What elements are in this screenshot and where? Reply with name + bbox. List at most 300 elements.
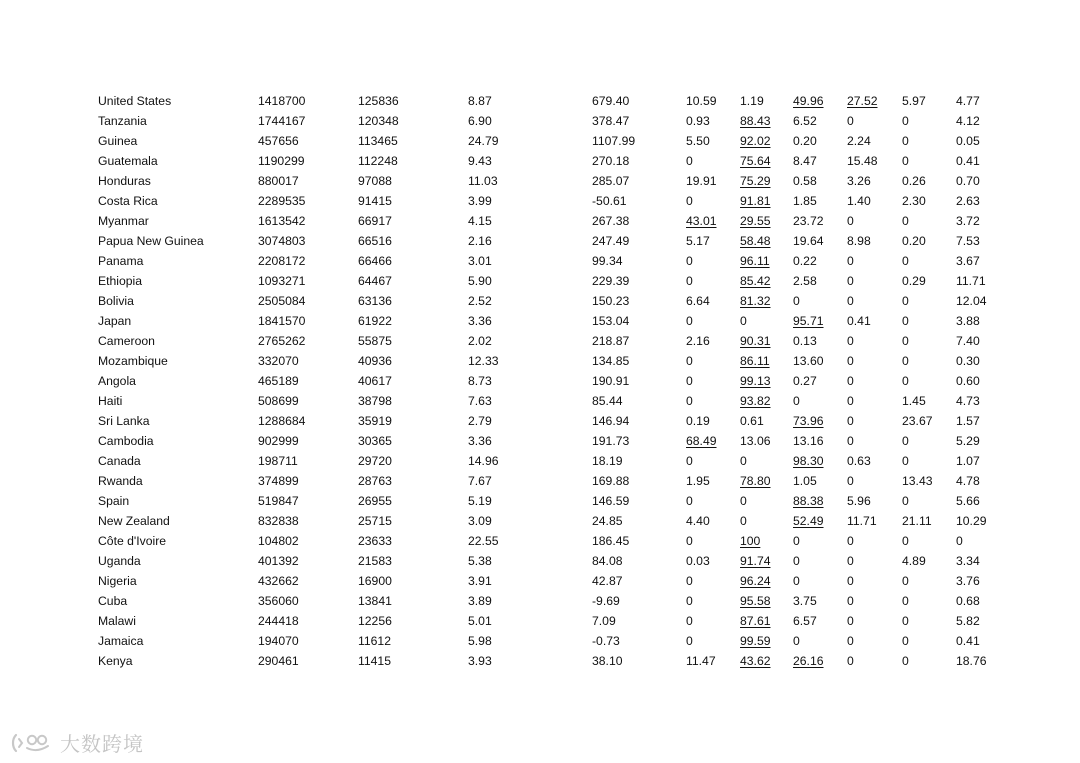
table-cell-col-9: 0 bbox=[902, 654, 909, 668]
table-cell-col-6: 1.19 bbox=[740, 94, 764, 108]
table-cell-country: Rwanda bbox=[98, 474, 143, 488]
table-row bbox=[92, 491, 992, 511]
table-cell-area: 2208172 bbox=[258, 254, 306, 268]
table-cell-country: Bolivia bbox=[98, 294, 134, 308]
table-cell-col-7: 0 bbox=[793, 634, 800, 648]
table-cell-country: Cuba bbox=[98, 594, 128, 608]
table-cell-population: 66516 bbox=[358, 234, 392, 248]
table-cell-country: Panama bbox=[98, 254, 144, 268]
table-cell-col-5: 0 bbox=[686, 374, 693, 388]
table-cell-country: Japan bbox=[98, 314, 132, 328]
table-cell-col-10: 7.53 bbox=[956, 234, 980, 248]
table-row bbox=[92, 111, 992, 131]
table-cell-col-3: 3.91 bbox=[468, 574, 492, 588]
table-cell-col-9: 5.97 bbox=[902, 94, 926, 108]
table-cell-col-3: 3.36 bbox=[468, 434, 492, 448]
table-cell-col-4: 18.19 bbox=[592, 454, 623, 468]
table-cell-col-3: 12.33 bbox=[468, 354, 499, 368]
table-cell-col-5: 10.59 bbox=[686, 94, 717, 108]
table-row bbox=[92, 331, 992, 351]
table-cell-col-7: 0 bbox=[793, 394, 800, 408]
table-cell-country: Guinea bbox=[98, 134, 138, 148]
table-cell-population: 38798 bbox=[358, 394, 392, 408]
table-cell-col-4: 1107.99 bbox=[592, 134, 636, 148]
table-cell-col-3: 7.67 bbox=[468, 474, 492, 488]
table-cell-col-5: 68.49 bbox=[686, 434, 717, 448]
table-cell-col-8: 5.96 bbox=[847, 494, 871, 508]
table-cell-col-8: 1.40 bbox=[847, 194, 871, 208]
table-cell-area: 465189 bbox=[258, 374, 299, 388]
table-cell-population: 23633 bbox=[358, 534, 392, 548]
table-cell-col-6: 0 bbox=[740, 494, 747, 508]
table-cell-col-4: 247.49 bbox=[592, 234, 630, 248]
table-cell-col-3: 8.73 bbox=[468, 374, 492, 388]
table-cell-col-5: 1.95 bbox=[686, 474, 710, 488]
table-cell-area: 1288684 bbox=[258, 414, 306, 428]
table-cell-area: 832838 bbox=[258, 514, 299, 528]
table-cell-col-9: 0 bbox=[902, 214, 909, 228]
table-cell-area: 902999 bbox=[258, 434, 299, 448]
table-cell-col-5: 0 bbox=[686, 494, 693, 508]
table-row bbox=[92, 511, 992, 531]
table-cell-col-9: 0.26 bbox=[902, 174, 926, 188]
table-cell-country: Ethiopia bbox=[98, 274, 143, 288]
table-cell-col-10: 2.63 bbox=[956, 194, 980, 208]
table-cell-col-4: -0.73 bbox=[592, 634, 620, 648]
table-cell-col-9: 0.20 bbox=[902, 234, 926, 248]
table-cell-col-5: 0 bbox=[686, 354, 693, 368]
table-cell-col-10: 1.07 bbox=[956, 454, 980, 468]
table-cell-col-8: 0 bbox=[847, 654, 854, 668]
table-cell-col-6: 58.48 bbox=[740, 234, 771, 248]
table-cell-col-7: 2.58 bbox=[793, 274, 817, 288]
table-row bbox=[92, 391, 992, 411]
table-cell-col-3: 5.98 bbox=[468, 634, 492, 648]
table-cell-col-10: 0.30 bbox=[956, 354, 980, 368]
table-cell-col-9: 0 bbox=[902, 454, 909, 468]
table-cell-col-8: 15.48 bbox=[847, 154, 878, 168]
table-row bbox=[92, 191, 992, 211]
table-cell-col-3: 2.79 bbox=[468, 414, 492, 428]
table-cell-col-10: 0.05 bbox=[956, 134, 980, 148]
table-cell-col-8: 3.26 bbox=[847, 174, 871, 188]
table-cell-col-6: 0.61 bbox=[740, 414, 764, 428]
table-cell-col-3: 11.03 bbox=[468, 174, 498, 188]
table-cell-col-4: -50.61 bbox=[592, 194, 627, 208]
table-cell-col-6: 78.80 bbox=[740, 474, 771, 488]
table-cell-col-9: 0 bbox=[902, 114, 909, 128]
table-cell-area: 356060 bbox=[258, 594, 299, 608]
table-cell-country: Myanmar bbox=[98, 214, 149, 228]
table-cell-col-9: 0 bbox=[902, 434, 909, 448]
table-cell-col-9: 0 bbox=[902, 254, 909, 268]
table-cell-country: New Zealand bbox=[98, 514, 170, 528]
table-cell-country: Haiti bbox=[98, 394, 123, 408]
table-cell-col-5: 0 bbox=[686, 534, 693, 548]
table-cell-col-4: -9.69 bbox=[592, 594, 620, 608]
table-cell-col-9: 0 bbox=[902, 634, 909, 648]
table-cell-col-6: 85.42 bbox=[740, 274, 771, 288]
table-cell-col-5: 5.17 bbox=[686, 234, 710, 248]
table-cell-col-8: 0 bbox=[847, 434, 854, 448]
table-cell-country: Honduras bbox=[98, 174, 151, 188]
table-cell-area: 1418700 bbox=[258, 94, 306, 108]
table-cell-col-8: 0 bbox=[847, 474, 854, 488]
table-cell-col-4: 24.85 bbox=[592, 514, 623, 528]
table-cell-country: Mozambique bbox=[98, 354, 168, 368]
table-cell-col-7: 13.60 bbox=[793, 354, 824, 368]
table-cell-col-5: 0.03 bbox=[686, 554, 710, 568]
table-row bbox=[92, 611, 992, 631]
table-cell-col-8: 0 bbox=[847, 394, 854, 408]
table-cell-country: Spain bbox=[98, 494, 130, 508]
table-cell-area: 1744167 bbox=[258, 114, 306, 128]
table-cell-col-7: 8.47 bbox=[793, 154, 817, 168]
table-cell-col-6: 96.11 bbox=[740, 254, 770, 268]
table-cell-col-4: 169.88 bbox=[592, 474, 630, 488]
table-row bbox=[92, 91, 992, 111]
table-cell-col-6: 100 bbox=[740, 534, 761, 548]
table-cell-population: 66917 bbox=[358, 214, 392, 228]
table-cell-population: 91415 bbox=[358, 194, 392, 208]
table-row bbox=[92, 571, 992, 591]
table-cell-col-3: 5.19 bbox=[468, 494, 492, 508]
table-cell-area: 244418 bbox=[258, 614, 299, 628]
table-cell-country: Nigeria bbox=[98, 574, 137, 588]
table-cell-col-5: 11.47 bbox=[686, 654, 716, 668]
table-cell-col-4: 186.45 bbox=[592, 534, 630, 548]
table-cell-area: 332070 bbox=[258, 354, 299, 368]
table-cell-col-3: 8.87 bbox=[468, 94, 492, 108]
table-cell-col-3: 2.52 bbox=[468, 294, 492, 308]
table-row bbox=[92, 211, 992, 231]
table-cell-col-4: 190.91 bbox=[592, 374, 630, 388]
table-cell-col-3: 3.09 bbox=[468, 514, 492, 528]
table-cell-country: Jamaica bbox=[98, 634, 144, 648]
table-cell-col-6: 13.06 bbox=[740, 434, 771, 448]
table-cell-area: 1613542 bbox=[258, 214, 306, 228]
table-cell-col-5: 0 bbox=[686, 394, 693, 408]
table-cell-col-7: 13.16 bbox=[793, 434, 824, 448]
table-cell-population: 12256 bbox=[358, 614, 392, 628]
table-cell-col-3: 7.63 bbox=[468, 394, 492, 408]
table-cell-col-10: 0.41 bbox=[956, 634, 980, 648]
table-cell-col-7: 0.20 bbox=[793, 134, 817, 148]
table-cell-country: Kenya bbox=[98, 654, 133, 668]
table-cell-country: Canada bbox=[98, 454, 141, 468]
table-cell-col-10: 0.41 bbox=[956, 154, 980, 168]
table-cell-population: 66466 bbox=[358, 254, 392, 268]
table-cell-col-10: 4.12 bbox=[956, 114, 980, 128]
table-cell-col-8: 0 bbox=[847, 614, 854, 628]
table-cell-col-6: 87.61 bbox=[740, 614, 771, 628]
table-cell-col-8: 0 bbox=[847, 274, 854, 288]
table-cell-col-7: 88.38 bbox=[793, 494, 824, 508]
table-cell-population: 26955 bbox=[358, 494, 392, 508]
table-cell-col-7: 0 bbox=[793, 534, 800, 548]
table-cell-col-7: 95.71 bbox=[793, 314, 824, 328]
table-cell-population: 63136 bbox=[358, 294, 392, 308]
table-cell-population: 120348 bbox=[358, 114, 399, 128]
table-cell-country: Papua New Guinea bbox=[98, 234, 204, 248]
table-cell-col-8: 0 bbox=[847, 374, 854, 388]
table-cell-country: Uganda bbox=[98, 554, 141, 568]
table-cell-col-5: 0.19 bbox=[686, 414, 710, 428]
table-cell-col-10: 3.72 bbox=[956, 214, 980, 228]
table-cell-col-4: 42.87 bbox=[592, 574, 623, 588]
table-cell-population: 125836 bbox=[358, 94, 399, 108]
table-cell-col-3: 22.55 bbox=[468, 534, 499, 548]
table-cell-col-3: 24.79 bbox=[468, 134, 499, 148]
table-cell-col-7: 73.96 bbox=[793, 414, 824, 428]
table-cell-col-9: 0 bbox=[902, 374, 909, 388]
table-cell-col-3: 9.43 bbox=[468, 154, 492, 168]
table-cell-col-8: 8.98 bbox=[847, 234, 871, 248]
table-cell-country: Cameroon bbox=[98, 334, 155, 348]
table-cell-country: Guatemala bbox=[98, 154, 158, 168]
table-cell-col-8: 0.63 bbox=[847, 454, 871, 468]
table-cell-col-8: 0 bbox=[847, 594, 854, 608]
table-cell-country: Angola bbox=[98, 374, 136, 388]
table-cell-col-6: 0 bbox=[740, 454, 747, 468]
table-row bbox=[92, 311, 992, 331]
table-cell-col-3: 3.99 bbox=[468, 194, 492, 208]
table-row bbox=[92, 651, 992, 671]
table-cell-col-6: 91.74 bbox=[740, 554, 771, 568]
table-cell-col-8: 0 bbox=[847, 574, 854, 588]
table-cell-col-7: 0 bbox=[793, 574, 800, 588]
table-cell-col-7: 98.30 bbox=[793, 454, 824, 468]
table-cell-area: 198711 bbox=[258, 454, 298, 468]
table-cell-population: 16900 bbox=[358, 574, 392, 588]
table-cell-col-8: 0 bbox=[847, 254, 854, 268]
table-cell-country: Costa Rica bbox=[98, 194, 158, 208]
table-cell-population: 28763 bbox=[358, 474, 392, 488]
watermark bbox=[10, 728, 144, 757]
table-cell-population: 21583 bbox=[358, 554, 392, 568]
table-cell-area: 2765262 bbox=[258, 334, 306, 348]
table-cell-population: 11612 bbox=[358, 634, 391, 648]
table-cell-population: 29720 bbox=[358, 454, 392, 468]
table-cell-col-7: 0 bbox=[793, 294, 800, 308]
table-cell-col-4: 378.47 bbox=[592, 114, 630, 128]
table-cell-col-4: 150.23 bbox=[592, 294, 630, 308]
table-cell-col-3: 5.90 bbox=[468, 274, 492, 288]
table-cell-col-10: 12.04 bbox=[956, 294, 987, 308]
table-cell-col-4: 267.38 bbox=[592, 214, 630, 228]
table-cell-area: 880017 bbox=[258, 174, 299, 188]
table-cell-area: 374899 bbox=[258, 474, 299, 488]
table-cell-col-7: 0.22 bbox=[793, 254, 817, 268]
table-cell-col-3: 3.89 bbox=[468, 594, 492, 608]
table-cell-col-4: 84.08 bbox=[592, 554, 623, 568]
table-cell-col-6: 91.81 bbox=[740, 194, 771, 208]
table-cell-col-8: 0 bbox=[847, 294, 854, 308]
table-cell-area: 519847 bbox=[258, 494, 299, 508]
table-cell-col-10: 5.82 bbox=[956, 614, 980, 628]
table-cell-country: Malawi bbox=[98, 614, 136, 628]
table-cell-country: Cambodia bbox=[98, 434, 154, 448]
table-cell-area: 194070 bbox=[258, 634, 299, 648]
table-row bbox=[92, 371, 992, 391]
table-row bbox=[92, 631, 992, 651]
table-cell-col-6: 75.29 bbox=[740, 174, 771, 188]
table-cell-col-9: 0.29 bbox=[902, 274, 926, 288]
table-cell-col-5: 43.01 bbox=[686, 214, 717, 228]
table-cell-col-10: 0.68 bbox=[956, 594, 980, 608]
table-cell-col-10: 5.66 bbox=[956, 494, 980, 508]
table-cell-col-10: 7.40 bbox=[956, 334, 980, 348]
table-cell-col-9: 0 bbox=[902, 294, 909, 308]
table-cell-col-5: 4.40 bbox=[686, 514, 710, 528]
table-cell-col-8: 0 bbox=[847, 354, 854, 368]
table-cell-col-8: 0 bbox=[847, 214, 854, 228]
table-cell-col-10: 4.78 bbox=[956, 474, 980, 488]
table-cell-col-7: 19.64 bbox=[793, 234, 824, 248]
table-cell-col-8: 2.24 bbox=[847, 134, 871, 148]
table-cell-col-5: 0 bbox=[686, 314, 693, 328]
table-cell-col-8: 0 bbox=[847, 634, 854, 648]
table-cell-col-5: 6.64 bbox=[686, 294, 710, 308]
table-cell-col-10: 11.71 bbox=[956, 274, 986, 288]
table-cell-col-4: 218.87 bbox=[592, 334, 630, 348]
table-cell-col-10: 1.57 bbox=[956, 414, 980, 428]
table-cell-population: 40936 bbox=[358, 354, 392, 368]
table-cell-population: 30365 bbox=[358, 434, 392, 448]
table-cell-col-5: 0 bbox=[686, 454, 693, 468]
table-cell-col-9: 23.67 bbox=[902, 414, 933, 428]
table-cell-col-3: 3.01 bbox=[468, 254, 492, 268]
table-cell-population: 25715 bbox=[358, 514, 392, 528]
table-row bbox=[92, 531, 992, 551]
table-cell-col-9: 2.30 bbox=[902, 194, 926, 208]
table-row bbox=[92, 271, 992, 291]
table-cell-col-3: 14.96 bbox=[468, 454, 499, 468]
table-row bbox=[92, 251, 992, 271]
table-cell-col-7: 1.85 bbox=[793, 194, 817, 208]
table-cell-col-5: 0 bbox=[686, 274, 693, 288]
table-cell-col-8: 0 bbox=[847, 114, 854, 128]
table-cell-country: United States bbox=[98, 94, 172, 108]
table-cell-col-10: 5.29 bbox=[956, 434, 980, 448]
table-cell-col-8: 0 bbox=[847, 534, 854, 548]
table-cell-col-4: 146.94 bbox=[592, 414, 630, 428]
table-cell-area: 1093271 bbox=[258, 274, 306, 288]
table-cell-col-10: 3.67 bbox=[956, 254, 980, 268]
table-cell-population: 13841 bbox=[358, 594, 392, 608]
table-row bbox=[92, 411, 992, 431]
table-cell-col-6: 99.13 bbox=[740, 374, 771, 388]
table-cell-col-7: 26.16 bbox=[793, 654, 824, 668]
table-cell-col-9: 0 bbox=[902, 134, 909, 148]
table-cell-col-5: 0 bbox=[686, 594, 693, 608]
table-cell-col-8: 11.71 bbox=[847, 514, 877, 528]
table-cell-col-3: 3.36 bbox=[468, 314, 492, 328]
table-cell-col-9: 0 bbox=[902, 534, 909, 548]
table-cell-population: 113465 bbox=[358, 134, 398, 148]
table-cell-col-4: 7.09 bbox=[592, 614, 616, 628]
table-cell-col-10: 3.88 bbox=[956, 314, 980, 328]
table-cell-col-9: 13.43 bbox=[902, 474, 933, 488]
table-cell-col-7: 3.75 bbox=[793, 594, 817, 608]
table-cell-population: 11415 bbox=[358, 654, 391, 668]
table-cell-col-4: 38.10 bbox=[592, 654, 623, 668]
table-cell-col-8: 0 bbox=[847, 414, 854, 428]
table-cell-area: 457656 bbox=[258, 134, 299, 148]
table-cell-col-6: 0 bbox=[740, 314, 747, 328]
table-cell-col-5: 0 bbox=[686, 194, 693, 208]
table-cell-population: 64467 bbox=[358, 274, 392, 288]
table-cell-area: 290461 bbox=[258, 654, 299, 668]
table-row bbox=[92, 231, 992, 251]
table-cell-col-10: 10.29 bbox=[956, 514, 987, 528]
table-cell-col-7: 6.52 bbox=[793, 114, 817, 128]
table-cell-col-6: 99.59 bbox=[740, 634, 771, 648]
table-cell-col-6: 43.62 bbox=[740, 654, 771, 668]
table-cell-col-4: 229.39 bbox=[592, 274, 630, 288]
table-cell-col-10: 0 bbox=[956, 534, 963, 548]
table-cell-col-9: 0 bbox=[902, 334, 909, 348]
table-cell-col-6: 95.58 bbox=[740, 594, 771, 608]
table-cell-population: 40617 bbox=[358, 374, 392, 388]
table-cell-col-5: 0 bbox=[686, 254, 693, 268]
table-cell-col-7: 6.57 bbox=[793, 614, 817, 628]
table-cell-area: 432662 bbox=[258, 574, 299, 588]
table-cell-col-7: 0.13 bbox=[793, 334, 817, 348]
table-cell-col-10: 0.70 bbox=[956, 174, 980, 188]
table-cell-col-5: 2.16 bbox=[686, 334, 710, 348]
table-cell-col-4: 679.40 bbox=[592, 94, 630, 108]
table-cell-col-8: 27.52 bbox=[847, 94, 878, 108]
table-cell-col-5: 5.50 bbox=[686, 134, 710, 148]
table-cell-col-4: 153.04 bbox=[592, 314, 630, 328]
table-cell-col-5: 0 bbox=[686, 634, 693, 648]
table-cell-area: 104802 bbox=[258, 534, 299, 548]
table-row bbox=[92, 171, 992, 191]
table-cell-col-6: 81.32 bbox=[740, 294, 771, 308]
table-cell-col-9: 21.11 bbox=[902, 514, 932, 528]
table-cell-col-3: 6.90 bbox=[468, 114, 492, 128]
table-row bbox=[92, 591, 992, 611]
table-cell-col-7: 52.49 bbox=[793, 514, 824, 528]
table-cell-col-3: 5.38 bbox=[468, 554, 492, 568]
table-cell-col-5: 0 bbox=[686, 574, 693, 588]
table-cell-col-9: 1.45 bbox=[902, 394, 926, 408]
table-cell-col-6: 96.24 bbox=[740, 574, 771, 588]
table-cell-col-6: 93.82 bbox=[740, 394, 771, 408]
table-cell-col-4: 270.18 bbox=[592, 154, 630, 168]
table-cell-col-6: 29.55 bbox=[740, 214, 771, 228]
table-cell-population: 61922 bbox=[358, 314, 392, 328]
table-cell-col-4: 191.73 bbox=[592, 434, 630, 448]
table-cell-country: Sri Lanka bbox=[98, 414, 150, 428]
table-cell-col-8: 0 bbox=[847, 334, 854, 348]
table-cell-area: 508699 bbox=[258, 394, 299, 408]
table-cell-col-5: 0.93 bbox=[686, 114, 710, 128]
table-cell-col-10: 3.34 bbox=[956, 554, 980, 568]
table-cell-col-9: 0 bbox=[902, 354, 909, 368]
table-row bbox=[92, 551, 992, 571]
table-cell-col-10: 3.76 bbox=[956, 574, 980, 588]
table-cell-country: Côte d'Ivoire bbox=[98, 534, 167, 548]
brand-logo-icon bbox=[10, 731, 54, 755]
table-row bbox=[92, 451, 992, 471]
table-cell-population: 35919 bbox=[358, 414, 392, 428]
watermark-text: 大数跨境 bbox=[60, 732, 144, 756]
table-row bbox=[92, 351, 992, 371]
table-cell-col-7: 23.72 bbox=[793, 214, 824, 228]
table-cell-col-6: 86.11 bbox=[740, 354, 770, 368]
